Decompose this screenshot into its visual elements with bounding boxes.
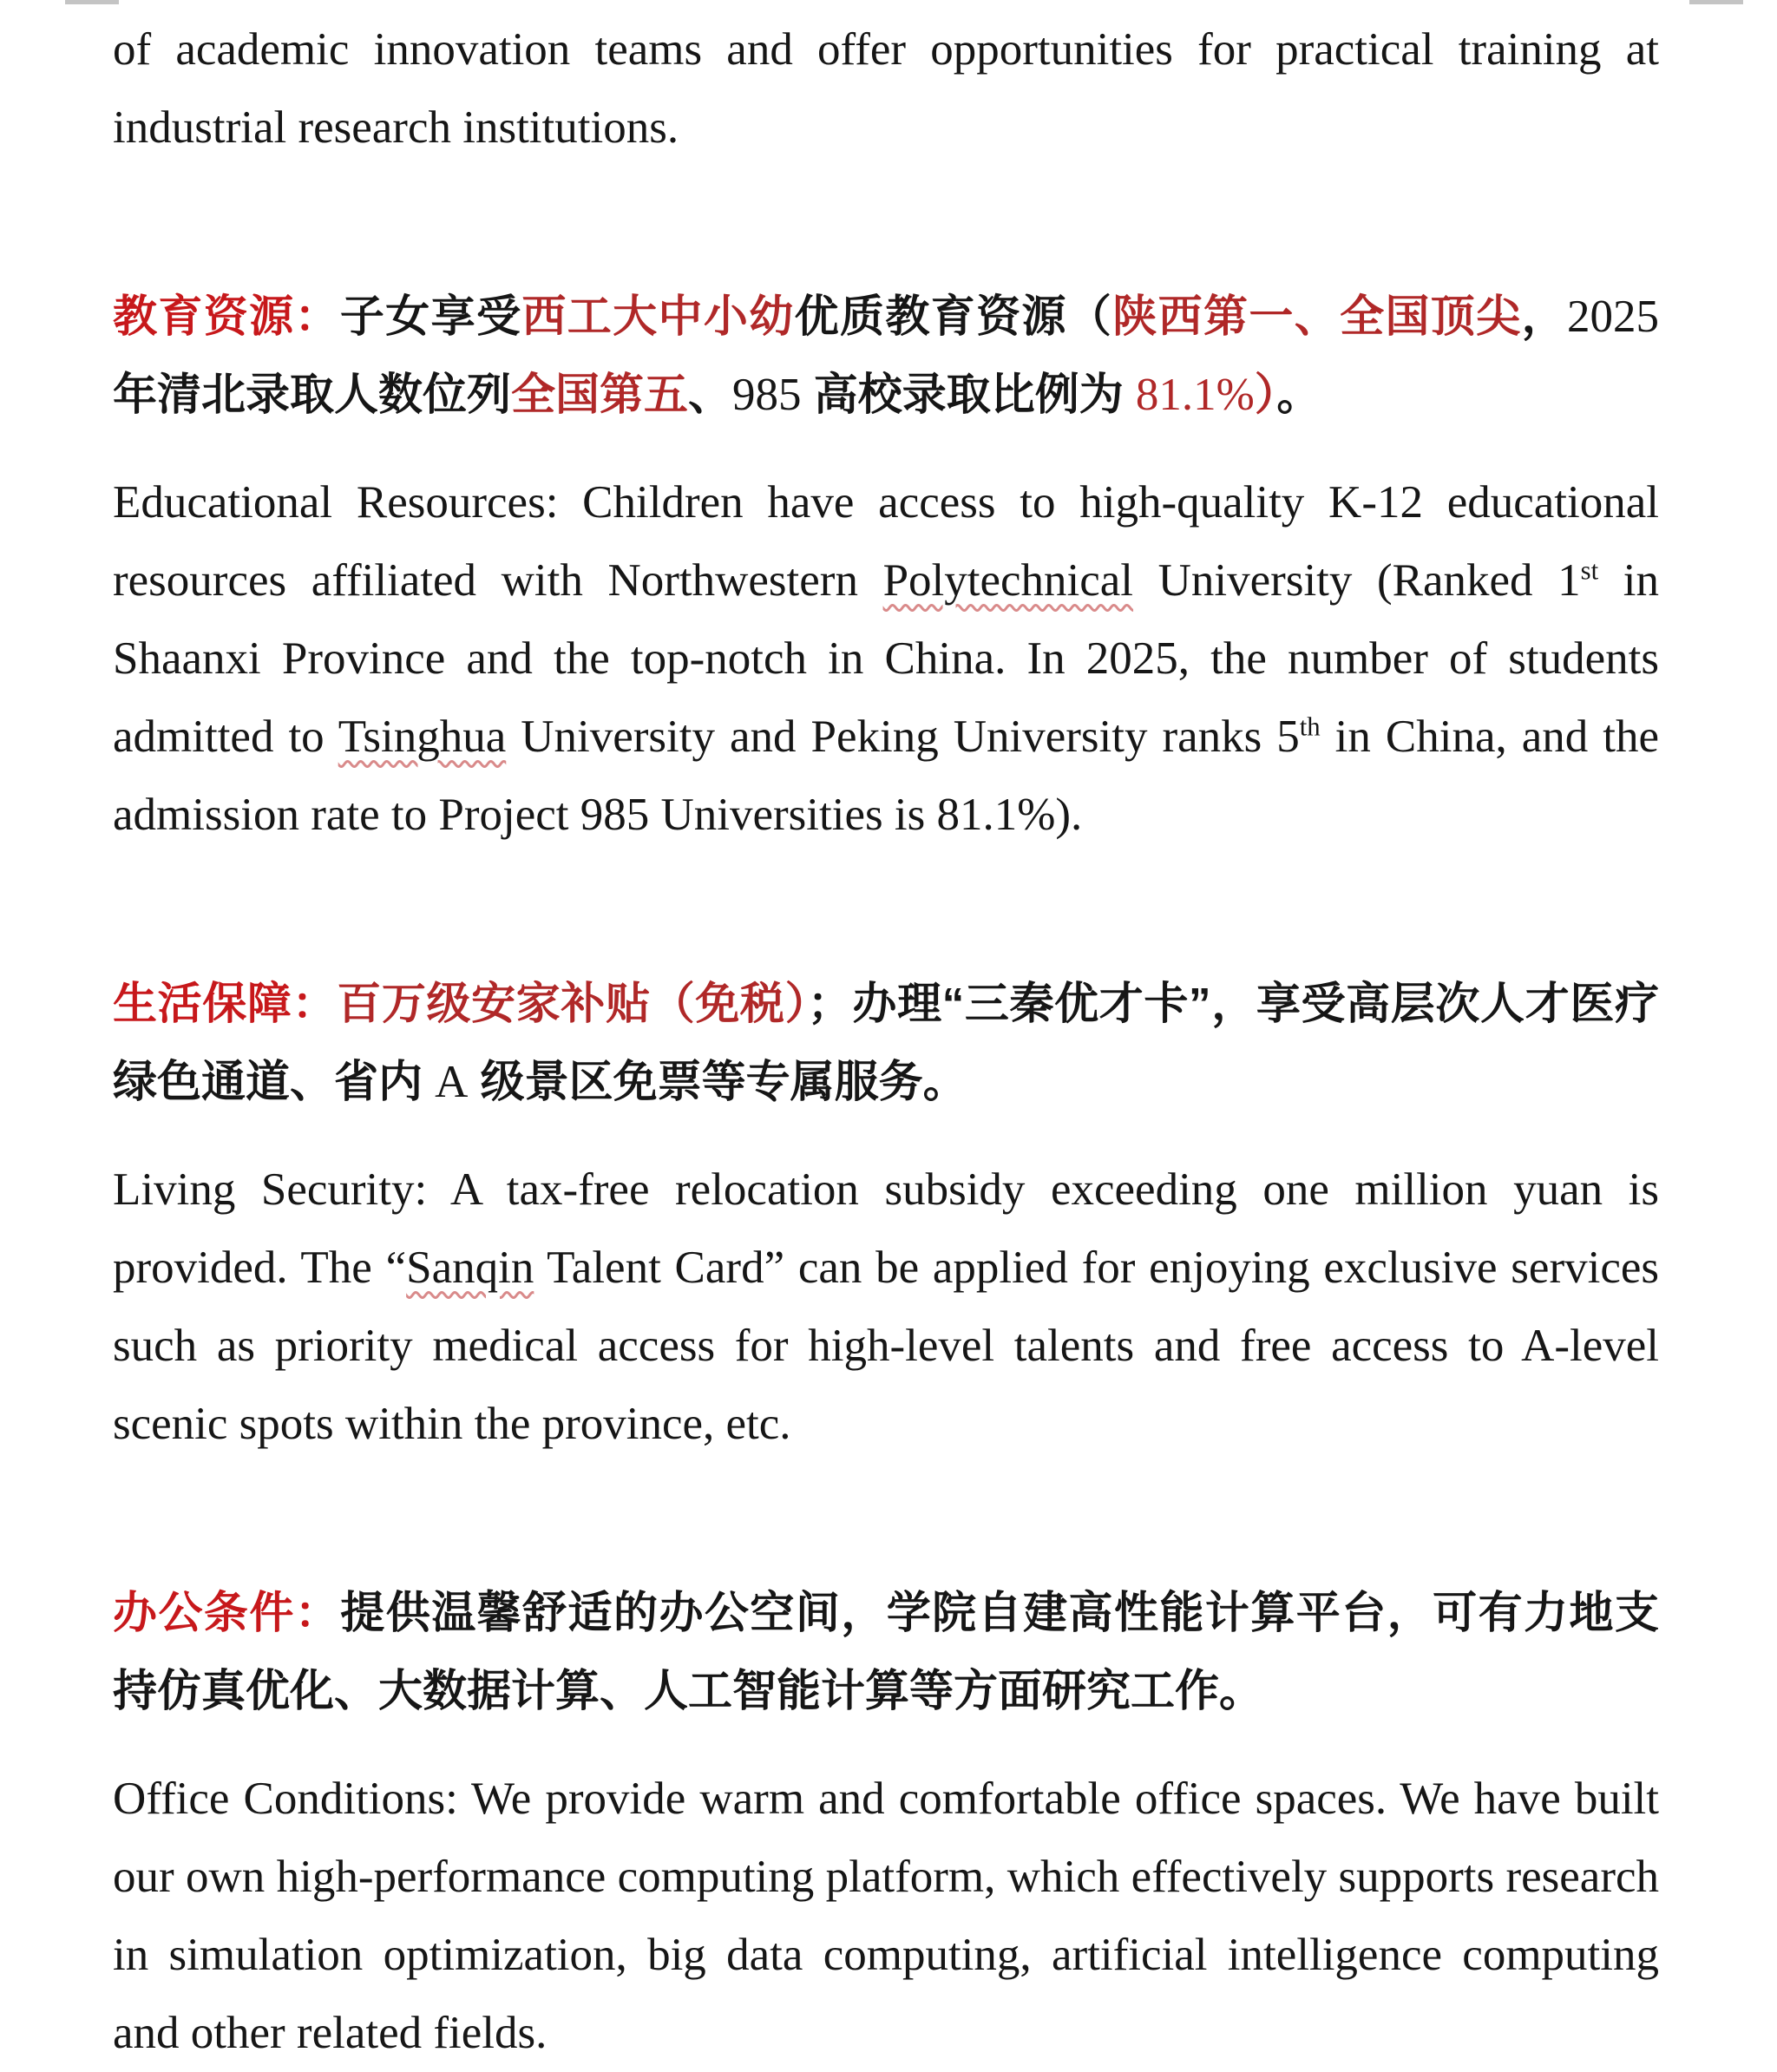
text-run: in Shaanxi Province and the top-notch in China. In 2025, the number of students admitted to: [113, 555, 1660, 762]
misspelled-word: Sanqin: [406, 1243, 534, 1293]
misspelled-word: Polytechnical: [882, 555, 1134, 606]
section-heading: 生活保障：: [113, 979, 338, 1028]
highlight-red-text: 陕西第一、全国顶尖: [1112, 292, 1522, 341]
text-run: 级景区免票等专属服务。: [468, 1057, 967, 1106]
highlight-red-text: ）: [1254, 370, 1277, 419]
paragraph-office-zh: [113, 1574, 1659, 1730]
highlight-red-text: 81.1%: [1135, 370, 1255, 420]
text-run: Living Security: A tax-free relocation subsidy exceeding one million yuan is provided. The “: [113, 1164, 1659, 1293]
highlight-red-text: 全国第五: [511, 370, 689, 419]
text-run: 高校录取比例为: [801, 370, 1136, 419]
text-run: 提供温馨舒适的办公空间，学院自建高性能计算平台，可有力地支持仿真优化、大数据计算、人工智能计算等方面研究工作。: [113, 1588, 1659, 1715]
text-run: A: [435, 1057, 469, 1107]
text-run: Talent Card” can be applied for enjoying exclusive services such as priority medical access for high-level talents and free access to A-level scenic spots within the province, etc.: [113, 1243, 1659, 1449]
page-edge-tick-right: [1689, 0, 1743, 4]
text-run: 2025: [1566, 292, 1659, 342]
text-run: Office Conditions: We provide warm and comfortable office spaces. We have built our own high-performance computing platform, which effectively supports research in simulation optimization, big data computing, artificial intelligence computing and other related fields.: [113, 1774, 1659, 2058]
paragraph-intro-en: [113, 10, 1659, 167]
text-run: ；办理“三秦优才卡”，享受高层次人才医疗绿色通道、省内: [113, 979, 1659, 1106]
text-run: in China, and the admission rate to Project 985 Universities is 81.1%).: [113, 711, 1659, 840]
page-edge-tick-left: [65, 0, 119, 4]
paragraph-office-en: [113, 1760, 1659, 2072]
superscript: st: [1580, 555, 1599, 586]
text-run: 、: [688, 370, 733, 419]
text-run: Educational Resources: Children have access to high-quality K-12 educational resources affiliated with Northwestern: [113, 477, 1659, 606]
section-heading: 教育资源：: [113, 292, 340, 341]
misspelled-word: Tsinghua: [338, 711, 507, 762]
paragraph-education-zh: [113, 278, 1659, 434]
text-run: University (Ranked 1: [1133, 555, 1581, 606]
text-run: 年清北录取人数位列: [113, 370, 512, 419]
text-run: 985: [732, 370, 802, 420]
paragraph-education-en: [113, 463, 1659, 854]
text-run: University and Peking University ranks 5: [506, 711, 1300, 762]
text-run: 。: [1276, 370, 1321, 419]
text-run: 优质教育资源（: [794, 292, 1113, 341]
text-run: 子女享受: [339, 292, 522, 341]
section-heading: 办公条件：: [113, 1588, 341, 1637]
text-run: of academic innovation teams and offer opportunities for practical training at industrial research institutions.: [113, 24, 1659, 153]
highlight-red-text: 西工大中小幼: [521, 292, 795, 341]
superscript: th: [1299, 711, 1321, 742]
paragraph-living-en: [113, 1151, 1659, 1463]
highlight-red-text: 百万级安家补贴（免税）: [337, 979, 808, 1028]
text-run: ，: [1521, 292, 1567, 341]
paragraph-living-zh: [113, 965, 1659, 1121]
